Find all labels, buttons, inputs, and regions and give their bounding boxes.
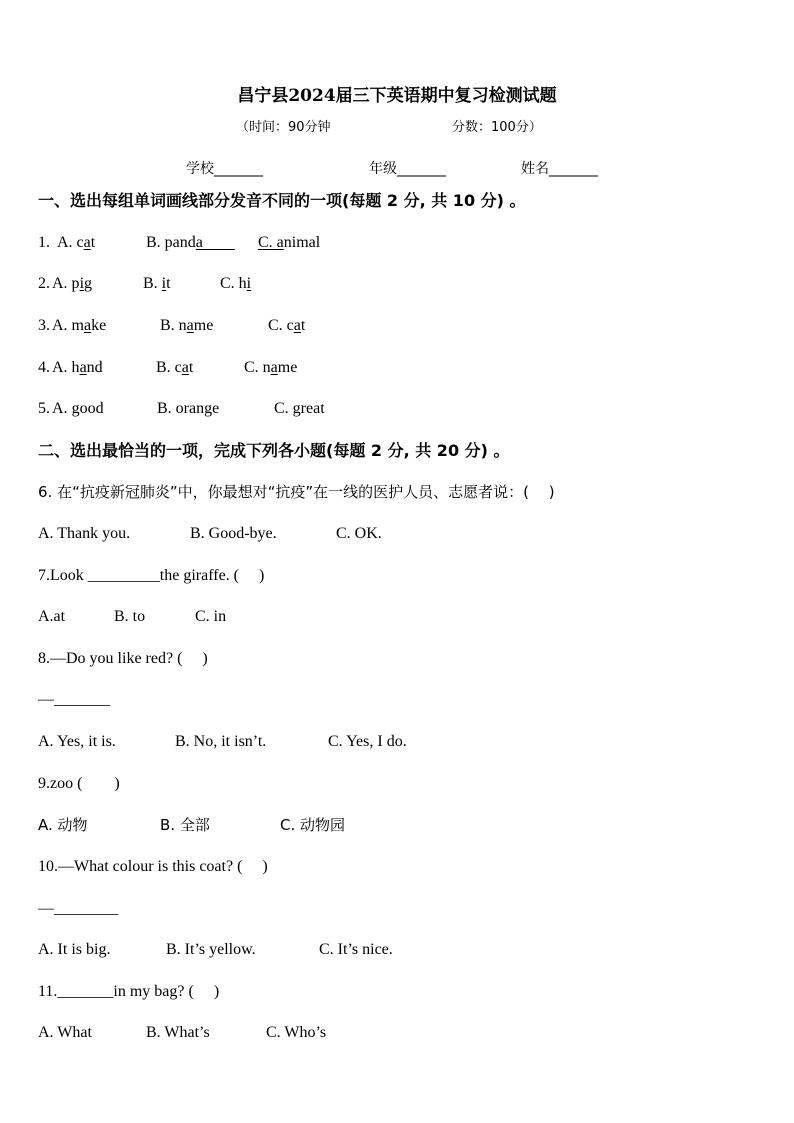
q7-option-b: B. to [114,608,146,625]
q6-option-b: B. Good-bye. [190,525,277,542]
question-8: 8.—Do you like red? ( ) [38,650,208,667]
q11-option-a: A. What [38,1024,92,1041]
q1-option-c: C. animal [258,234,321,251]
q11-option-c: C. Who’s [266,1024,327,1041]
question-11: 11._______in my bag? ( ) [38,983,220,1000]
grade-field: 年级_______ [369,161,446,177]
q3-number: 3. [38,317,50,334]
question-8-answer-blank: —_______ [38,691,110,708]
question-9: 9.zoo ( ) [38,775,120,792]
q1-number: 1. [38,234,50,251]
q7-option-c: C. in [195,608,227,625]
section2-title: 二、选出最恰当的一项，完成下列各小题(每题 2 分, 共 20 分) 。 [38,441,510,460]
q5-option-a: A. good [52,400,104,417]
school-field: 学校_______ [186,161,263,177]
q2-number: 2. [38,275,50,292]
q4-option-a: A. hand [52,359,103,376]
q3-option-b: B. name [160,317,214,334]
q5-number: 5. [38,400,50,417]
q8-option-c: C. Yes, I do. [328,733,407,750]
q1-option-b: B. panda [146,234,203,251]
q3-option-a: A. make [52,317,107,334]
q4-number: 4. [38,359,50,376]
q8-option-b: B. No, it isn’t. [175,733,267,750]
q7-option-a: A.at [38,608,66,625]
q9-option-b: B. 全部 [160,816,210,834]
q4-option-c: C. name [244,359,298,376]
question-6: 6. 在“抗疫新冠肺炎”中，你最想对“抗疫”在一线的医护人员、志愿者说：( ) [38,483,555,501]
q5-option-c: C. great [274,400,325,417]
exam-time: （时间：90分钟 [236,120,331,135]
q9-option-a: A. 动物 [38,816,88,834]
q10-option-a: A. It is big. [38,941,111,958]
q1-option-a: A. cat [57,234,96,251]
q6-option-a: A. Thank you. [38,525,131,542]
q10-option-b: B. It’s yellow. [166,941,256,958]
q4-option-b: B. cat [156,359,194,376]
question-10-answer-blank: —________ [38,900,118,917]
q9-option-c: C. 动物园 [280,816,346,834]
q2-option-b: B. it [143,275,171,292]
question-7: 7.Look _________the giraffe. ( ) [38,567,265,584]
q5-option-b: B. orange [157,400,220,417]
question-10: 10.—What colour is this coat? ( ) [38,858,268,875]
q10-option-c: C. It’s nice. [319,941,393,958]
exam-score: 分数：100分） [452,120,542,135]
q6-option-c: C. OK. [336,525,382,542]
q2-option-a: A. pig [52,275,93,292]
q3-option-c: C. cat [268,317,306,334]
page-title: 昌宁县2024届三下英语期中复习检测试题 [237,86,557,106]
section1-title: 一、选出每组单词画线部分发音不同的一项(每题 2 分, 共 10 分) 。 [38,191,526,210]
q8-option-a: A. Yes, it is. [38,733,116,750]
q2-option-c: C. hi [220,275,252,292]
name-field: 姓名_______ [521,161,598,177]
q11-option-b: B. What’s [146,1024,210,1041]
